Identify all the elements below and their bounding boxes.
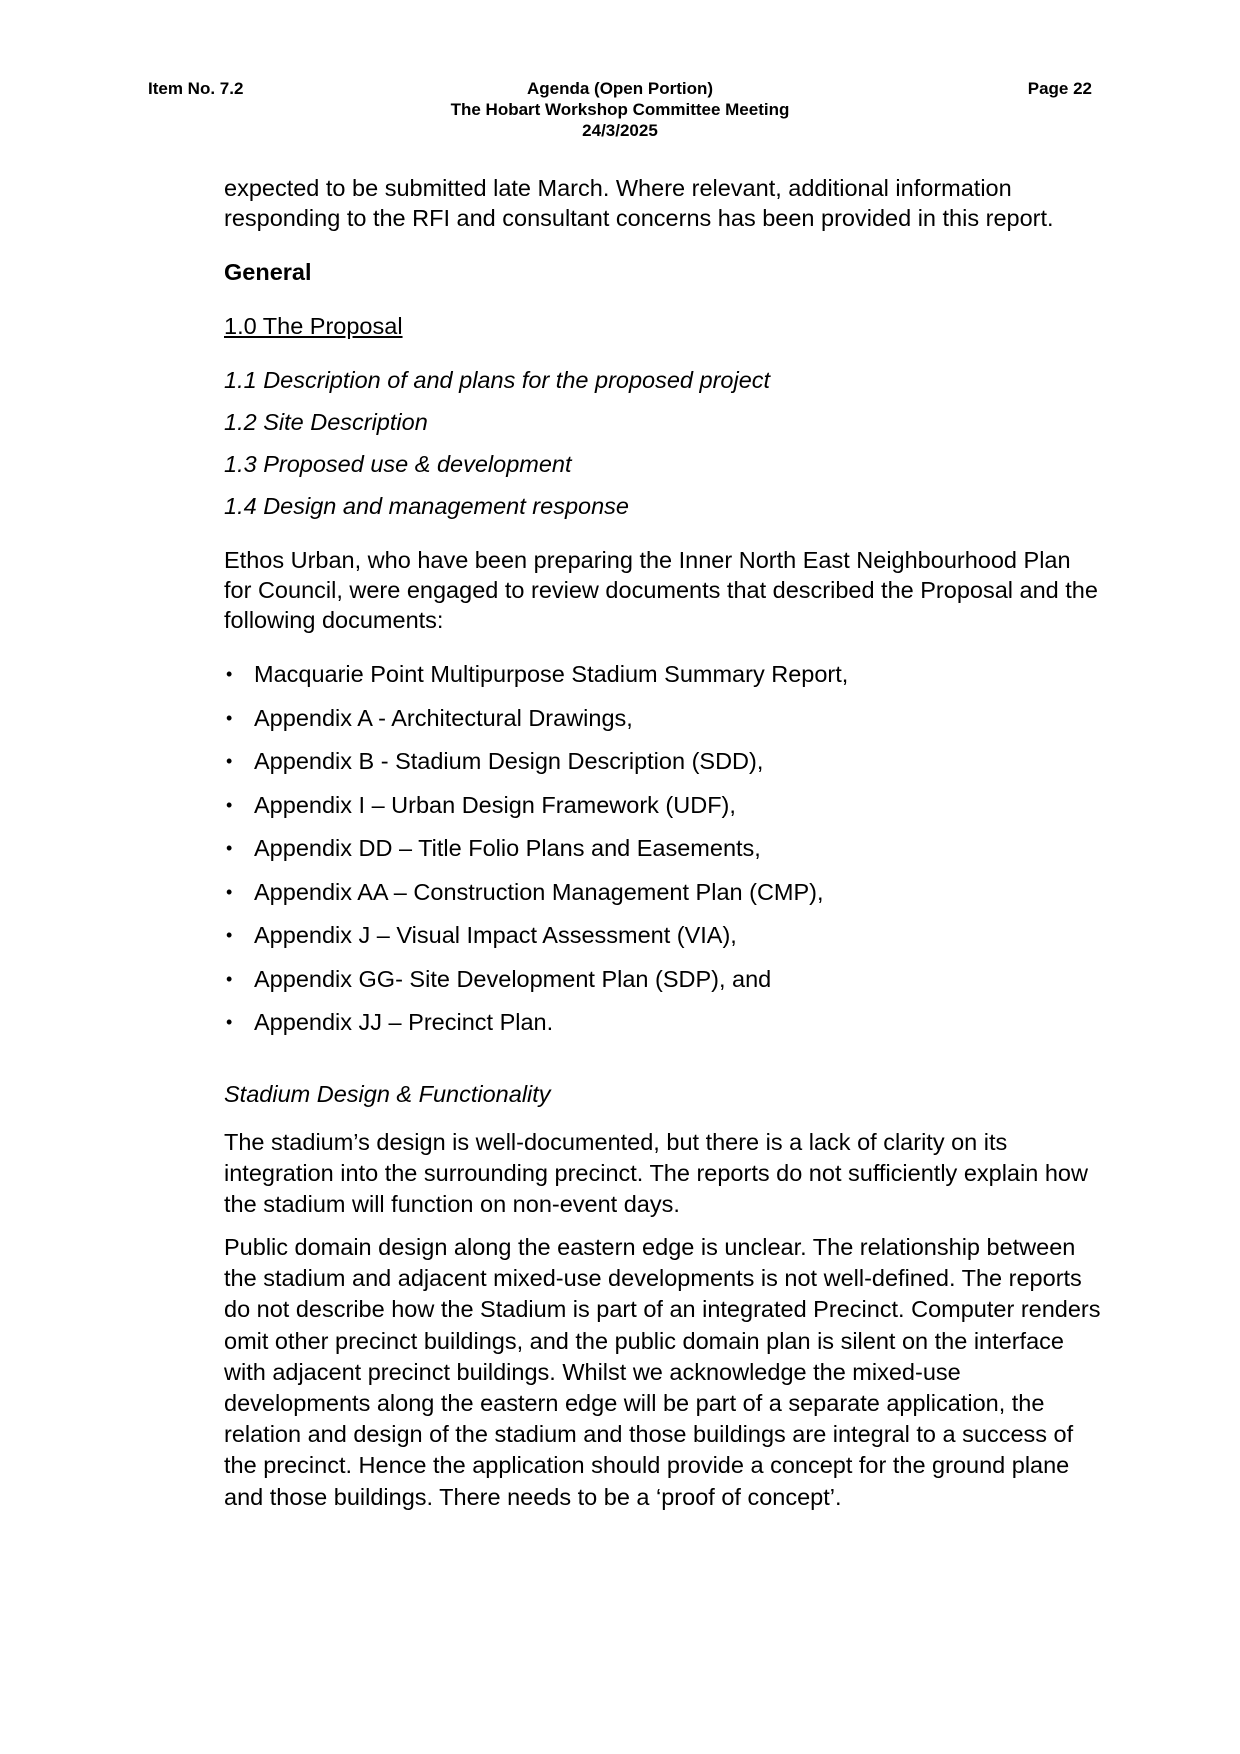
list-item-text: Appendix I – Urban Design Framework (UDF), (254, 791, 736, 818)
list-item-text: Appendix JJ – Precinct Plan. (254, 1009, 554, 1035)
bullet-icon: • (226, 838, 233, 858)
list-item-text: Appendix A - Architectural Drawings, (254, 704, 633, 731)
header-page-number: Page 22 (1027, 79, 1092, 98)
list-item (224, 833, 1104, 863)
list-item (224, 920, 1104, 950)
list-item-text: Macquarie Point Multipurpose Stadium Summary Report, (254, 661, 849, 687)
subsection-1-1: 1.1 Description of and plans for the proposed project (224, 367, 771, 393)
bullet-icon: • (226, 881, 233, 902)
list-item-text: Appendix AA – Construction Management Plan (CMP), (254, 878, 824, 905)
list-item (224, 790, 1104, 820)
subsection-1-4: 1.4 Design and management response (224, 493, 629, 519)
list-item (224, 877, 1104, 907)
list-item (224, 1007, 1104, 1037)
general-heading: General (224, 259, 312, 285)
document-body (224, 173, 1104, 1513)
header-item-number: Item No. 7.2 (148, 79, 244, 98)
bullet-icon: • (226, 925, 233, 945)
list-item-text: Appendix J – Visual Impact Assessment (VIA), (254, 922, 737, 948)
bullet-icon: • (226, 751, 233, 771)
list-item (224, 703, 1104, 733)
list-item (224, 746, 1104, 776)
stadium-paragraph-1: The stadium’s design is well-documented, but there is a lack of clarity on its integration into the surrounding precinct. The reports do not sufficiently explain how the stadium will function on non-event days. (224, 1129, 1088, 1217)
subsection-1-2: 1.2 Site Description (224, 409, 428, 435)
intro-paragraph: expected to be submitted late March. Where relevant, additional information responding to the RFI and consultant concerns has been provided in this report. (224, 175, 1054, 231)
list-item-text: Appendix GG- Site Development Plan (SDP), and (254, 965, 772, 992)
bullet-icon: • (226, 664, 233, 684)
stadium-heading: Stadium Design & Functionality (224, 1081, 551, 1107)
header-agenda: Agenda (Open Portion) (526, 79, 714, 98)
list-item (224, 964, 1104, 994)
document-list (224, 659, 1104, 1037)
subsection-1-3: 1.3 Proposed use & development (224, 451, 572, 477)
stadium-paragraph-2: Public domain design along the eastern edge is unclear. The relationship between the stadium and adjacent mixed-use developments is not well-defined. The reports do not describe how the Stadium is part of an integrated Precinct. Computer renders omit other precinct buildings, and the public domain plan is silent on the interface with adjacent precinct buildings. Whilst we acknowledge the mixed-use developments along the eastern edge will be part of a separate application, the relation and design of the stadium and those buildings are integral to a success of the precinct. Hence the application should provide a concept for the ground plane and those buildings. There needs to be a ‘proof of concept’. (224, 1234, 1101, 1510)
list-item (224, 659, 1104, 689)
list-item-text: Appendix B - Stadium Design Description (SDD), (254, 748, 764, 774)
header-committee: The Hobart Workshop Committee Meeting (450, 100, 790, 119)
ethos-paragraph: Ethos Urban, who have been preparing the Inner North East Neighbourhood Plan for Council, were engaged to review documents that described the Proposal and the following documents: (224, 547, 1098, 633)
header-date: 24/3/2025 (582, 121, 658, 140)
bullet-icon: • (226, 707, 233, 728)
bullet-icon: • (226, 794, 233, 815)
bullet-icon: • (226, 968, 233, 989)
proposal-heading: 1.0 The Proposal (224, 313, 403, 339)
list-item-text: Appendix DD – Title Folio Plans and Easements, (254, 835, 761, 861)
bullet-icon: • (226, 1012, 233, 1032)
